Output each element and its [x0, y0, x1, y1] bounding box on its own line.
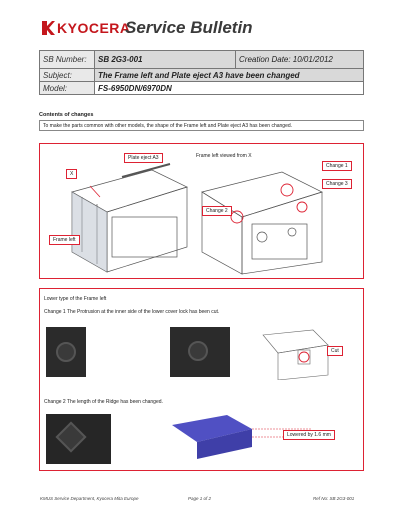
sb-number-value: SB 2G3-001 [95, 51, 236, 69]
contents-text: To make the parts common with other models, the shape of the Frame left and Plate eject A3 has been changed. [39, 120, 364, 131]
brand-name: KYOCERA [57, 20, 131, 36]
change2-photo [46, 414, 111, 464]
change1-after-photo [170, 327, 230, 377]
change1-label: Change 1 [322, 161, 352, 171]
change3-label: Change 3 [322, 179, 352, 189]
kyocera-logo-icon [40, 20, 56, 36]
viewed-from-caption: Frame left viewed from X [196, 153, 252, 159]
model-value: FS-6950DN/6970DN [95, 82, 364, 95]
cut-label: Cut [327, 346, 343, 356]
frame-left-label: Frame left [49, 235, 80, 245]
model-label: Model: [40, 82, 95, 95]
lowered-label: Lowered by 1.6 mm [283, 430, 335, 440]
overview-panel [39, 143, 364, 279]
x-label: X [66, 169, 77, 179]
plate-eject-label: Plate eject A3 [124, 153, 163, 163]
footer-ref: Ref No: SB 2G3-001 [313, 496, 355, 501]
creation-date: Creation Date: 10/01/2012 [236, 51, 364, 69]
change2-description: Change 2 The length of the Ridge has been changed. [44, 399, 163, 405]
bulletin-header-table [39, 50, 364, 95]
subject-value: The Frame left and Plate eject A3 have been changed [95, 69, 364, 82]
change1-description: Change 1 The Protrusion at the inner side of the lower cover lock has been cut. [44, 309, 220, 315]
frame-left-closeup-diagram [192, 162, 332, 277]
kyocera-logo [40, 19, 131, 37]
page-title: Service Bulletin [125, 18, 253, 37]
sb-number-label: SB Number: [40, 51, 95, 69]
subject-label: Subject: [40, 69, 95, 82]
change2-label: Change 2 [202, 206, 232, 216]
footer-page: Page 1 of 2 [188, 496, 212, 501]
contents-heading: Contents of changes [39, 112, 94, 118]
cut-detail-diagram [258, 325, 333, 380]
change1-before-photo [46, 327, 86, 377]
detail-panel [39, 288, 364, 471]
lower-type-caption: Lower type of the Frame left [44, 296, 107, 302]
footer-left: KMUS Service Department, Kyocera Mita Europe [40, 496, 139, 501]
